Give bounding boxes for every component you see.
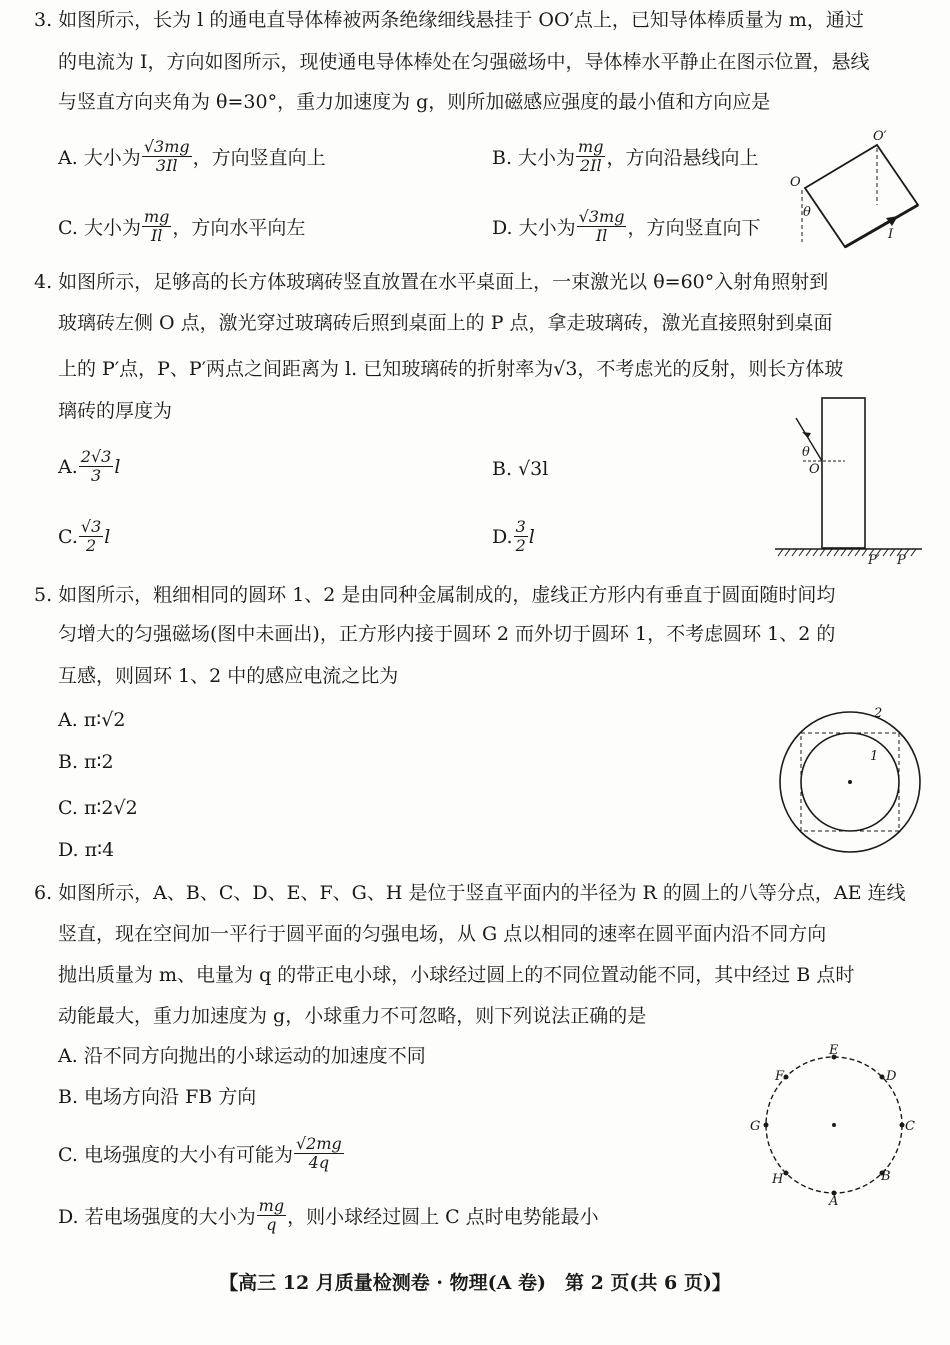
option-text: B. 大小为 [492,147,576,169]
option-text: ，方向沿悬线向上 [606,147,759,169]
option-b: B. 电场方向沿 FB 方向 [58,1086,257,1108]
angle-label: θ [803,205,811,220]
ring-label: 1 [870,749,879,764]
denominator: Il [150,226,163,245]
option-text: B. √3l [492,458,549,480]
question-text: 竖直，现在空间加一平行于圆平面的匀强电场，从 G 点以相同的速率在圆平面内沿不同方向 [58,923,827,945]
question-text: 5. 如图所示，粗细相同的圆环 1、2 是由同种金属制成的，虚线正方形内有垂直于圆面随时间均 [34,584,836,606]
option-text: D. 大小为 [492,217,576,239]
page-footer: 【高三 12 月质量检测卷 · 物理(A 卷) 第 2 页(共 6 页)】 [219,1272,731,1294]
point-label: B [881,1169,891,1184]
numerator: √3 [80,517,102,536]
current-label: I [888,227,894,242]
numerator: mg [578,137,604,156]
point-label: A [829,1194,839,1209]
option-text: C. 大小为 [58,217,141,239]
point-label: O [790,175,801,190]
numerator: 3 [515,517,526,536]
option-b: B. π∶2 [58,751,114,773]
denominator: 2 [515,536,526,555]
point-label: H [772,1172,784,1187]
question-text: 动能最大，重力加速度为 g，小球重力不可忽略，则下列说法正确的是 [58,1005,647,1027]
numerator: √3mg [578,207,625,226]
numerator: mg [258,1196,285,1215]
option-text: A. 大小为 [58,147,141,169]
point-label: F [775,1069,785,1084]
angle-label: θ [802,445,810,460]
numerator: 2√3 [80,447,112,466]
point-label: C [905,1119,915,1134]
option-text: D. 若电场强度的大小为 [58,1206,256,1228]
denominator: 2Il [579,156,602,175]
option-d: D. π∶4 [58,839,115,861]
option-text: ，方向水平向左 [172,217,306,239]
option-text: l [104,525,111,548]
denominator: Il [595,226,608,245]
point-label: E [829,1043,839,1058]
option-text: ，方向竖直向上 [192,147,326,169]
option-c: C. π∶2√2 [58,797,138,819]
question-text: 与竖直方向夹角为 θ=30°，重力加速度为 g，则所加磁感应强度的最小值和方向应是 [58,91,771,113]
question-text: 6. 如图所示，A、B、C、D、E、F、G、H 是位于竖直平面内的半径为 R 的圆上的八等分点，AE 连线 [34,882,906,904]
question-text: 互感，则圆环 1、2 中的感应电流之比为 [58,665,399,687]
point-label: O [809,462,820,477]
point-label: P [897,553,906,568]
option-text: A. [58,455,78,478]
option-a: A. π∶√2 [58,709,126,731]
numerator: √2mg [295,1134,342,1153]
point-label: G [750,1119,761,1134]
denominator: 2 [86,536,97,555]
question-text: 抛出质量为 m、电量为 q 的带正电小球，小球经过圆上的不同位置动能不同，其中经过 B 点时 [58,964,855,986]
option-text: C. [58,525,78,548]
point-label: P′ [868,553,880,568]
question-text: 3. 如图所示，长为 l 的通电直导体棒被两条绝缘细线悬挂于 OO′点上，已知导体棒质量为 m，通过 [34,9,864,31]
denominator: 3 [90,466,102,485]
denominator: 3Il [155,156,178,175]
denominator: 4q [308,1153,330,1172]
option-text: l [114,455,121,478]
ring-label: 2 [874,706,883,721]
question-text: 匀增大的匀强磁场(图中未画出)，正方形内接于圆环 2 而外切于圆环 1，不考虑圆环 1、2 的 [58,623,836,645]
option-text: C. 电场强度的大小有可能为 [58,1144,293,1166]
question-text: 4. 如图所示，足够高的长方体玻璃砖竖直放置在水平桌面上，一束激光以 θ=60°入射角照射到 [34,271,829,293]
option-text: ，方向竖直向下 [627,217,761,239]
question-text: 璃砖的厚度为 [58,400,173,422]
option-a: A. 沿不同方向抛出的小球运动的加速度不同 [58,1045,426,1067]
denominator: q [266,1215,277,1234]
numerator: √3mg [143,137,190,156]
question-text: 上的 P′点，P、P′两点之间距离为 l. 已知玻璃砖的折射率为√3，不考虑光的反射，则长方体玻 [58,358,844,380]
numerator: mg [143,207,170,226]
point-label: D [886,1069,897,1084]
option-text: l [528,525,535,548]
question-text: 玻璃砖左侧 O 点，激光穿过玻璃砖后照到桌面上的 P 点，拿走玻璃砖，激光直接照射到桌面 [58,312,833,334]
point-label: O′ [873,129,887,144]
question-text: 的电流为 I，方向如图所示，现使通电导体棒处在匀强磁场中，导体棒水平静止在图示位置，悬线 [58,51,870,73]
option-text: D. [492,525,513,548]
option-text: ，则小球经过圆上 C 点时电势能最小 [287,1206,599,1228]
